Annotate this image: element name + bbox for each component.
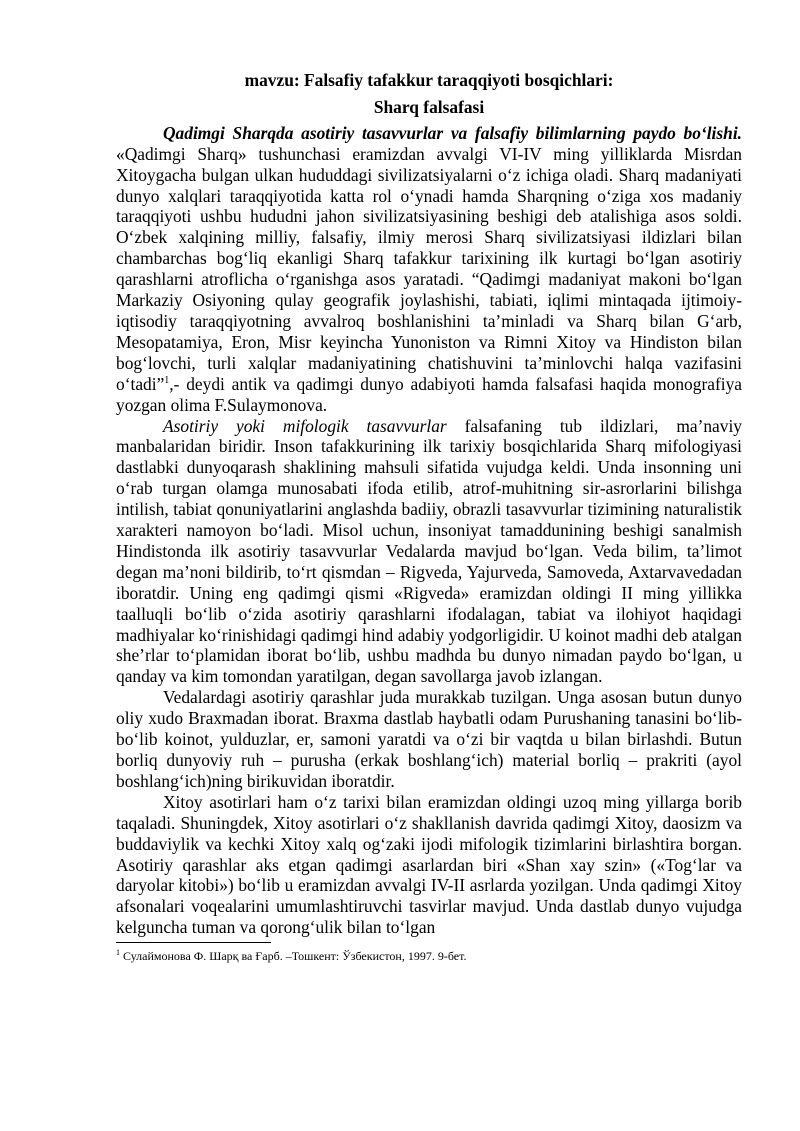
- footnote-mark: 1: [116, 948, 120, 958]
- document-title: mavzu: Falsafiy tafakkur taraqqiyoti bosqichlari:: [244, 70, 614, 90]
- footnote-reference[interactable]: 1: [164, 374, 170, 386]
- section-heading: Sharq falsafasi: [373, 96, 485, 117]
- paragraph-2: [116, 416, 742, 688]
- paragraph-4: Xitoy asotirlari ham o‘z tarixi bilan eramizdan oldingi uzoq ming yillarga borib taqaladi. Shuningdek, Xitoy asotirlari o‘z shakllanish davrida qadimgi Xitoy, daosizm va buddaviylik va kechki Xitoy xalq og‘zaki ijodi mifologik tizimlarini birlashtira borgan. Asotiriy qarashlar aks etgan qadimgi asarlardan biri «Shan xay szin» («Tog‘lar va daryolar kitobi») bo‘lib u eramizdan avvalgi IV-II asrlarda yozilgan. Unda qadimgi Xitoy afsonalari voqealarini umumlashtiruvchi tasvirlar mavjud. Unda dastlab dunyo vujudga kelguncha tuman va qorong‘ulik bilan to‘lgan: [116, 791, 742, 938]
- paragraph-3: Vedalardagi asotiriy qarashlar juda murakkab tuzilgan. Unga asosan butun dunyo oliy xudo Braxmadan iborat. Braxma dastlab haybatli odam Purushaning tanasini bo‘lib-bo‘lib koinot, yulduzlar, er, samoni yaratdi va o‘zi bir vaqtda u bilan birlashdi. Butun borliq dunyoviy ruh – purusha (erkak boshlang‘ich) material borliq – prakriti (ayol boshlang‘ich)ning birikuvidan iboratdir.: [116, 687, 742, 791]
- paragraph-1: [116, 123, 742, 416]
- footnote: [116, 949, 742, 963]
- paragraph-1-lead: Qadimgi Sharqda asotiriy tasavvurlar va falsafiy bilimlarning paydo bo‘lishi.: [163, 122, 742, 143]
- footnote-divider: [116, 942, 271, 943]
- paragraph-2-text: falsafaning tub ildizlari, ma’naviy manbalaridan biridir. Inson tafakkurining ilk tarixiy bosqichlarida Sharq mifologiyasi dastlabki dunyoqarash shaklining mahsuli sifatida vujudga keldi. Unda insonning uni o‘rab turgan olamga munosabati ifoda etilib, atrof-muhitning sir-asrorlarini bilishga intilish, tabiat qonuniyatlarini anglashda badiiy, obrazli tasavvurlar tizimining naturalistik xarakteri namoyon bo‘ladi. Misol uchun, insoniyat tamaddunining beshigi sanalmish Hindistonda ilk asotiriy tasavvurlar Vedalarda mavjud bo‘lgan. Veda bilim, ta’limot degan ma’noni bildirib, to‘rt qismdan – Rigveda, Yajurveda, Samoveda, Axtarvavedadan iboratdir. Uning eng qadimgi qismi «Rigveda» eramizdan oldingi II ming yillikka taalluqli bo‘lib o‘zida asotiriy qarashlarni ifodalagan, tabiat va ilohiyot haqidagi madhiyalar ko‘rinishidagi qadimgi hind adabiy yodgorligidir. U koinot madhi deb atalgan she’rlar to‘plamidan iborat bo‘lib, ushbu madhda bu dunyo nimadan paydo bo‘lgan, u qanday va kim tomondan yaratilgan, degan savollarga javob izlangan.: [116, 415, 742, 687]
- paragraph-1-text-a: «Qadimgi Sharq» tushunchasi eramizdan avvalgi VI-IV ming yilliklarda Misrdan Xitoygacha bulgan ulkan hududdagi sivilizatsiyalarni o‘z ichiga oladi. Sharq madaniyati dunyo xalqlari taraqqiyotida katta rol o‘ynadi hamda Sharqning o‘ziga xos madaniy taraqqiyoti ushbu hududni jahon sivilizatsiyasining beshigi deb atalishiga asos soldi. O‘zbek xalqining milliy, falsafiy, ilmiy merosi Sharq sivilizatsiyasi ildizlari bilan chambarchas bog‘liq ekanligi Sharq tafakkur tarixining ilk kurtagi bo‘lgan asotiriy qarashlarni atroflicha o‘rganishga asos yaratadi. “Qadimgi madaniyat makoni bo‘lgan Markaziy Osiyoning qulay geografik joylashishi, tabiati, iqlimi mintaqada ijtimoiy-iqtisodiy taraqqiyotning avvalroq boshlanishini ta’minladi va Sharq bilan G‘arb, Mesopatamiya, Eron, Misr keyincha Yunoniston va Rimni Xitoy va Hindiston bilan bog‘lovchi, turli xalqlar madaniyatining chatishuvini ta’minlovchi halqa vazifasini o‘tadi”: [116, 143, 742, 394]
- paragraph-1-text-b: ,- deydi antik va qadimgi dunyo adabiyoti hamda falsafasi haqida monografiya yozgan olima F.Sulaymonova.: [116, 373, 742, 415]
- document-page: [116, 70, 742, 963]
- footnote-text: Сулаймонова Ф. Шарқ ва Ғарб. –Тошкент: Ўзбекистон, 1997. 9-бет.: [120, 949, 467, 964]
- paragraph-2-lead: Asotiriy yoki mifologik tasavvurlar: [163, 415, 447, 436]
